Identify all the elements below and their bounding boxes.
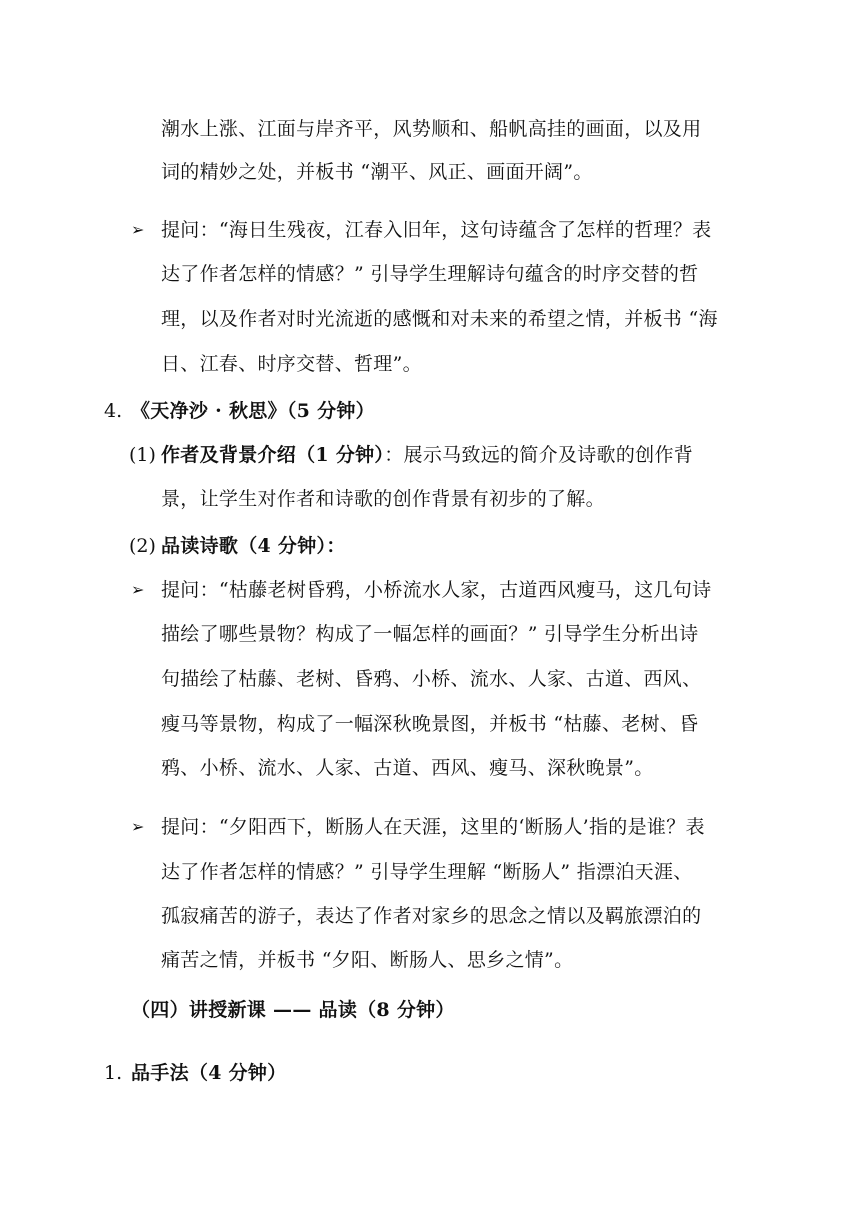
arrow-bullet-icon: ➢ — [131, 220, 145, 239]
subsection-line — [161, 443, 693, 467]
paragraph-line: 日、江春、时序交替、哲理”。 — [161, 353, 422, 375]
paragraph-line: 提问：“夕阳西下，断肠人在天涯，这里的‘断肠人’指的是谁？表 — [161, 816, 705, 838]
paragraph-line: 鸦、小桥、流水、人家、古道、西风、瘦马、深秋晚景”。 — [161, 757, 654, 779]
paragraph-line: 描绘了哪些景物？构成了一幅怎样的画面？” 引导学生分析出诗 — [161, 623, 699, 645]
paragraph-line: 达了作者怎样的情感？” 引导学生理解诗句蕴含的时序交替的哲 — [161, 263, 699, 285]
paragraph-line: 词的精妙之处，并板书 “潮平、风正、画面开阔”。 — [161, 161, 593, 183]
paragraph-line: 痛苦之情，并板书 “夕阳、断肠人、思乡之情”。 — [161, 949, 574, 971]
paragraph-line: 潮水上涨、江面与岸齐平，风势顺和、船帆高挂的画面，以及用 — [161, 118, 702, 140]
arrow-bullet-icon: ➢ — [131, 817, 145, 836]
section-number: 4. — [104, 400, 123, 422]
subsection-heading: 作者及背景介绍（1 分钟） — [161, 444, 385, 466]
paragraph-line: 提问：“枯藤老树昏鸦，小桥流水人家，古道西风瘦马，这几句诗 — [161, 579, 712, 601]
paragraph-line: 句描绘了枯藤、老树、昏鸦、小桥、流水、人家、古道、西风、 — [161, 668, 702, 690]
paragraph-line: 景，让学生对作者和诗歌的创作背景有初步的了解。 — [161, 488, 605, 510]
subsection-text: ：展示马致远的简介及诗歌的创作背 — [384, 444, 694, 466]
subsection-number: (2) — [129, 535, 156, 557]
subsection-heading: 品读诗歌（4 分钟）： — [161, 535, 346, 557]
section-title: 《天净沙 · 秋思》（5 分钟） — [131, 400, 375, 422]
subsection-number: (1) — [129, 444, 156, 466]
paragraph-line: 提问：“海日生残夜，江春入旧年，这句诗蕴含了怎样的哲理？表 — [161, 219, 712, 241]
section-heading: （四）讲授新课 —— 品读（8 分钟） — [131, 999, 455, 1021]
paragraph-line: 瘦马等景物，构成了一幅深秋晚景图，并板书 “枯藤、老树、昏 — [161, 713, 699, 735]
paragraph-line: 孤寂痛苦的游子，表达了作者对家乡的思念之情以及羁旅漂泊的 — [161, 905, 702, 927]
paragraph-line: 达了作者怎样的情感？” 引导学生理解 “断肠人” 指漂泊天涯、 — [161, 861, 693, 883]
item-number: 1. — [104, 1062, 123, 1084]
item-title: 品手法（4 分钟） — [131, 1062, 287, 1084]
arrow-bullet-icon: ➢ — [131, 580, 145, 599]
paragraph-line: 理，以及作者对时光流逝的感慨和对未来的希望之情，并板书 “海 — [161, 308, 718, 330]
